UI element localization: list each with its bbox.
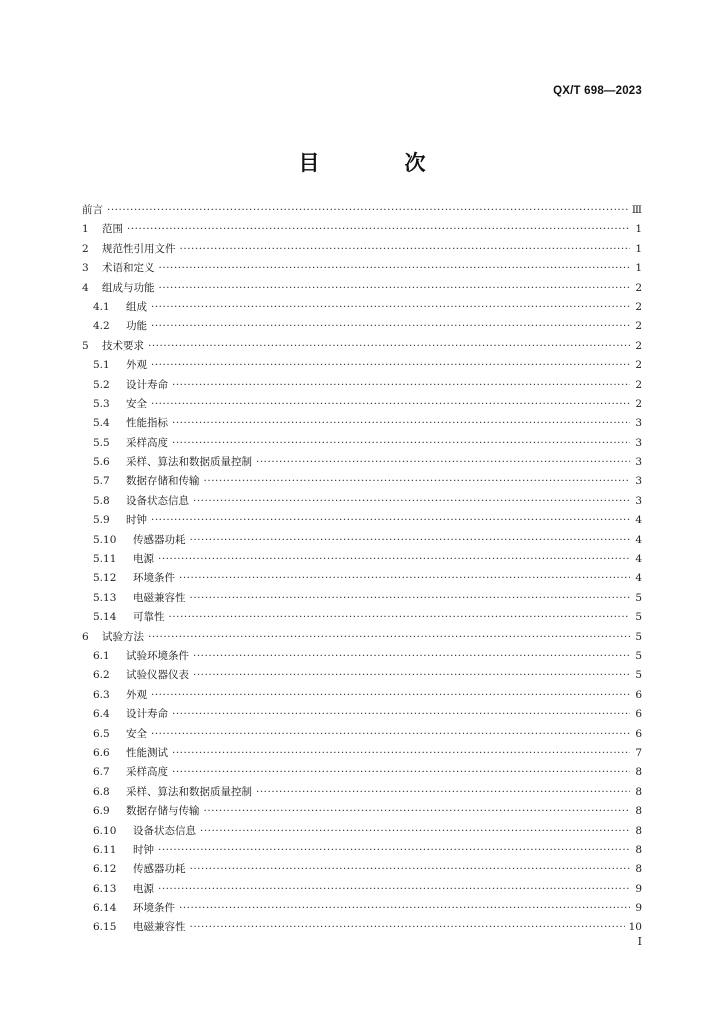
toc-entry-page: 2: [635, 300, 642, 313]
toc-entry-number: 4.2: [93, 320, 110, 333]
toc-entry-page: 4: [635, 514, 642, 527]
toc-entry[interactable]: [82, 241, 642, 260]
toc-entry-page: 9: [635, 902, 642, 915]
toc-leader-dots: [151, 514, 630, 526]
toc-entry-page: 8: [635, 843, 642, 856]
toc-entry-label: 设计寿命: [126, 708, 168, 721]
toc-entry-label: 性能指标: [126, 417, 168, 430]
toc-entry-page: 2: [635, 281, 642, 294]
toc-entry[interactable]: [82, 551, 642, 570]
toc-entry-number: 6.2: [93, 669, 110, 682]
toc-entry[interactable]: [82, 260, 642, 279]
toc-entry-label: 术语和定义: [102, 262, 155, 275]
toc-entry[interactable]: [82, 473, 642, 492]
toc-entry[interactable]: [82, 609, 642, 628]
toc-entry-page: 3: [635, 436, 642, 449]
toc-entry-label: 外观: [126, 688, 147, 701]
toc-entry-page: 8: [635, 863, 642, 876]
toc-entry-number: 6.6: [93, 746, 110, 759]
toc-entry-number: 6.7: [93, 766, 110, 779]
toc-entry-page: 2: [635, 339, 642, 352]
toc-entry-page: 3: [635, 456, 642, 469]
toc-entry[interactable]: [82, 745, 642, 764]
toc-leader-dots: [172, 417, 630, 429]
toc-entry-number: 5.13: [93, 591, 117, 604]
toc-entry-label: 范围: [102, 223, 123, 236]
toc-entry[interactable]: [82, 280, 642, 299]
toc-entry-label: 试验仪器仪表: [126, 669, 189, 682]
toc-entry-page: 2: [635, 320, 642, 333]
toc-entry[interactable]: [82, 318, 642, 337]
toc-entry-page: 6: [635, 688, 642, 701]
toc-leader-dots: [172, 747, 630, 759]
toc-entry-page: 3: [635, 475, 642, 488]
toc-entry-page: 8: [635, 805, 642, 818]
toc-entry-page: 2: [635, 397, 642, 410]
toc-entry-number: 6.12: [93, 863, 117, 876]
toc-entry-number: 5.7: [93, 475, 110, 488]
toc-entry-page: 1: [635, 262, 642, 275]
toc-entry-label: 传感器功耗: [133, 533, 186, 546]
toc-entry-number: 5.12: [93, 572, 117, 585]
toc-entry-number: 6.9: [93, 805, 110, 818]
toc-leader-dots: [158, 553, 630, 565]
toc-entry-label: 采样、算法和数据质量控制: [126, 456, 252, 469]
toc-entry[interactable]: [82, 667, 642, 686]
toc-entry-label: 组成与功能: [102, 281, 155, 294]
toc-entry-number: 6.4: [93, 708, 110, 721]
toc-entry-label: 电源: [133, 882, 154, 895]
toc-entry[interactable]: [82, 221, 642, 240]
toc-entry-label: 安全: [126, 397, 147, 410]
toc-leader-dots: [151, 689, 630, 701]
toc-leader-dots: [172, 437, 630, 449]
toc-entry-number: 6.14: [93, 902, 117, 915]
toc-entry-number: 6: [82, 630, 89, 643]
toc-entry-page: 9: [635, 882, 642, 895]
toc-entry[interactable]: [82, 861, 642, 880]
toc-entry-number: 5.10: [93, 533, 117, 546]
toc-entry-page: 5: [635, 591, 642, 604]
toc-entry[interactable]: [82, 396, 642, 415]
toc-entry-label: 环境条件: [133, 902, 175, 915]
toc-entry[interactable]: [82, 648, 642, 667]
toc-entry[interactable]: [82, 726, 642, 745]
toc-entry[interactable]: [82, 570, 642, 589]
toc-entry-number: 6.10: [93, 824, 117, 837]
toc-entry-number: 2: [82, 242, 89, 255]
toc-leader-dots: [179, 902, 630, 914]
toc-entry-label: 试验方法: [102, 630, 144, 643]
toc-leader-dots: [148, 631, 630, 643]
toc-entry[interactable]: [82, 493, 642, 512]
toc-entry-label: 采样、算法和数据质量控制: [126, 785, 252, 798]
toc-leader-dots: [159, 262, 631, 274]
toc-leader-dots: [190, 921, 625, 933]
toc-entry-page: Ⅲ: [631, 204, 642, 216]
toc-entry-label: 设备状态信息: [133, 824, 196, 837]
toc-entry[interactable]: [82, 512, 642, 531]
toc-entry[interactable]: [82, 842, 642, 861]
toc-entry-label: 采样高度: [126, 436, 168, 449]
toc-leader-dots: [159, 282, 631, 294]
toc-entry[interactable]: [82, 377, 642, 396]
toc-entry-number: 6.1: [93, 649, 110, 662]
toc-entry-label: 安全: [126, 727, 147, 740]
toc-leader-dots: [190, 863, 631, 875]
toc-entry[interactable]: [82, 532, 642, 551]
toc-entry-page: 1: [635, 242, 642, 255]
toc-entry-label: 电源: [133, 553, 154, 566]
toc-entry[interactable]: [82, 687, 642, 706]
toc-entry-page: 4: [635, 533, 642, 546]
toc-entry-label: 环境条件: [133, 572, 175, 585]
toc-entry-label: 数据存储与传输: [126, 805, 200, 818]
toc-entry-label: 规范性引用文件: [102, 242, 176, 255]
toc-leader-dots: [158, 883, 630, 895]
toc-entry[interactable]: [82, 299, 642, 318]
toc-leader-dots: [127, 223, 630, 235]
toc-entry-label: 设计寿命: [126, 378, 168, 391]
toc-entry-page: 6: [635, 708, 642, 721]
toc-entry-number: 1: [82, 223, 89, 236]
toc-leader-dots: [148, 340, 630, 352]
toc-leader-dots: [256, 786, 630, 798]
toc-leader-dots: [151, 728, 630, 740]
toc-entry-label: 时钟: [126, 514, 147, 527]
toc-entry[interactable]: [82, 919, 642, 938]
toc-entry-label: 组成: [126, 300, 147, 313]
toc-leader-dots: [172, 766, 630, 778]
toc-leader-dots: [169, 611, 631, 623]
toc-entry-number: 6.15: [93, 921, 117, 934]
toc-entry-number: 6.8: [93, 785, 110, 798]
toc-entry-page: 8: [635, 824, 642, 837]
toc-entry-label: 传感器功耗: [133, 863, 186, 876]
toc-entry[interactable]: [82, 881, 642, 900]
toc-entry[interactable]: [82, 202, 642, 221]
toc-leader-dots: [172, 379, 630, 391]
toc-entry-page: 4: [635, 553, 642, 566]
toc-leader-dots: [158, 844, 630, 856]
toc-entry-page: 4: [635, 572, 642, 585]
toc-entry-label: 外观: [126, 359, 147, 372]
toc-entry-number: 5.5: [93, 436, 110, 449]
toc-leader-dots: [151, 301, 630, 313]
toc-entry-page: 5: [635, 611, 642, 624]
toc-entry-label: 技术要求: [102, 339, 144, 352]
toc-entry[interactable]: [82, 338, 642, 357]
toc-entry-label: 功能: [126, 320, 147, 333]
toc-entry[interactable]: [82, 357, 642, 376]
toc-entry-number: 5.14: [93, 611, 117, 624]
toc-entry-label: 性能测试: [126, 746, 168, 759]
toc-entry-number: 3: [82, 262, 89, 275]
toc-entry-label: 采样高度: [126, 766, 168, 779]
toc-entry-number: 5.4: [93, 417, 110, 430]
toc-entry[interactable]: [82, 629, 642, 648]
toc-leader-dots: [151, 398, 630, 410]
toc-entry-label: 试验环境条件: [126, 649, 189, 662]
toc-entry-label: 前言: [82, 204, 103, 216]
toc-entry-label: 可靠性: [133, 611, 165, 624]
toc-leader-dots: [151, 320, 630, 332]
footer-page-number: I: [637, 935, 642, 948]
toc-entry-page: 6: [635, 727, 642, 740]
toc-entry-number: 4: [82, 281, 89, 294]
page-title: 目 次: [298, 151, 458, 175]
toc-leader-dots: [190, 592, 631, 604]
toc-leader-dots: [204, 475, 631, 487]
toc-entry-number: 6.11: [93, 843, 117, 856]
toc-entry-page: 2: [635, 378, 642, 391]
toc-entry-number: 5.2: [93, 378, 110, 391]
toc-entry-number: 5.8: [93, 494, 110, 507]
toc-entry-page: 7: [635, 746, 642, 759]
toc-entry[interactable]: [82, 900, 642, 919]
toc-leader-dots: [179, 572, 630, 584]
toc-entry[interactable]: [82, 454, 642, 473]
toc-entry-label: 设备状态信息: [126, 494, 189, 507]
toc-entry-number: 5.1: [93, 359, 110, 372]
toc-leader-dots: [193, 650, 630, 662]
toc-entry-number: 5: [82, 339, 89, 352]
toc-leader-dots: [193, 669, 630, 681]
toc-entry-number: 5.11: [93, 553, 117, 566]
toc-entry-label: 时钟: [133, 843, 154, 856]
toc-entry-number: 5.3: [93, 397, 110, 410]
toc-entry-label: 电磁兼容性: [133, 921, 186, 934]
toc-entry-page: 8: [635, 766, 642, 779]
toc-entry-page: 3: [635, 494, 642, 507]
toc-leader-dots: [200, 825, 630, 837]
toc-entry[interactable]: [82, 590, 642, 609]
toc-entry-number: 4.1: [93, 300, 110, 313]
toc-leader-dots: [190, 534, 631, 546]
toc-leader-dots: [256, 456, 630, 468]
toc-entry[interactable]: [82, 823, 642, 842]
toc-entry[interactable]: [82, 435, 642, 454]
toc-entry-page: 5: [635, 630, 642, 643]
toc-entry[interactable]: [82, 415, 642, 434]
toc-entry-number: 5.9: [93, 514, 110, 527]
toc-entry-page: 1: [635, 223, 642, 236]
toc-entry[interactable]: [82, 706, 642, 725]
toc-entry-number: 5.6: [93, 456, 110, 469]
toc-entry-page: 10: [628, 921, 642, 934]
toc-entry[interactable]: [82, 764, 642, 783]
toc-entry[interactable]: [82, 784, 642, 803]
toc-entry-number: 6.3: [93, 688, 110, 701]
toc-leader-dots: [172, 708, 630, 720]
toc-leader-dots: [204, 805, 631, 817]
toc-leader-dots: [151, 359, 630, 371]
toc-entry-page: 5: [635, 649, 642, 662]
toc-entry-page: 3: [635, 417, 642, 430]
table-of-contents: [82, 202, 642, 939]
toc-entry[interactable]: [82, 803, 642, 822]
toc-leader-dots: [107, 204, 628, 216]
toc-entry-page: 5: [635, 669, 642, 682]
document-code: QX/T 698—2023: [553, 85, 642, 97]
toc-entry-label: 数据存储和传输: [126, 475, 200, 488]
toc-entry-number: 6.13: [93, 882, 117, 895]
toc-leader-dots: [193, 495, 630, 507]
toc-entry-label: 电磁兼容性: [133, 591, 186, 604]
toc-entry-page: 2: [635, 359, 642, 372]
toc-leader-dots: [180, 243, 631, 255]
toc-entry-number: 6.5: [93, 727, 110, 740]
toc-entry-page: 8: [635, 785, 642, 798]
